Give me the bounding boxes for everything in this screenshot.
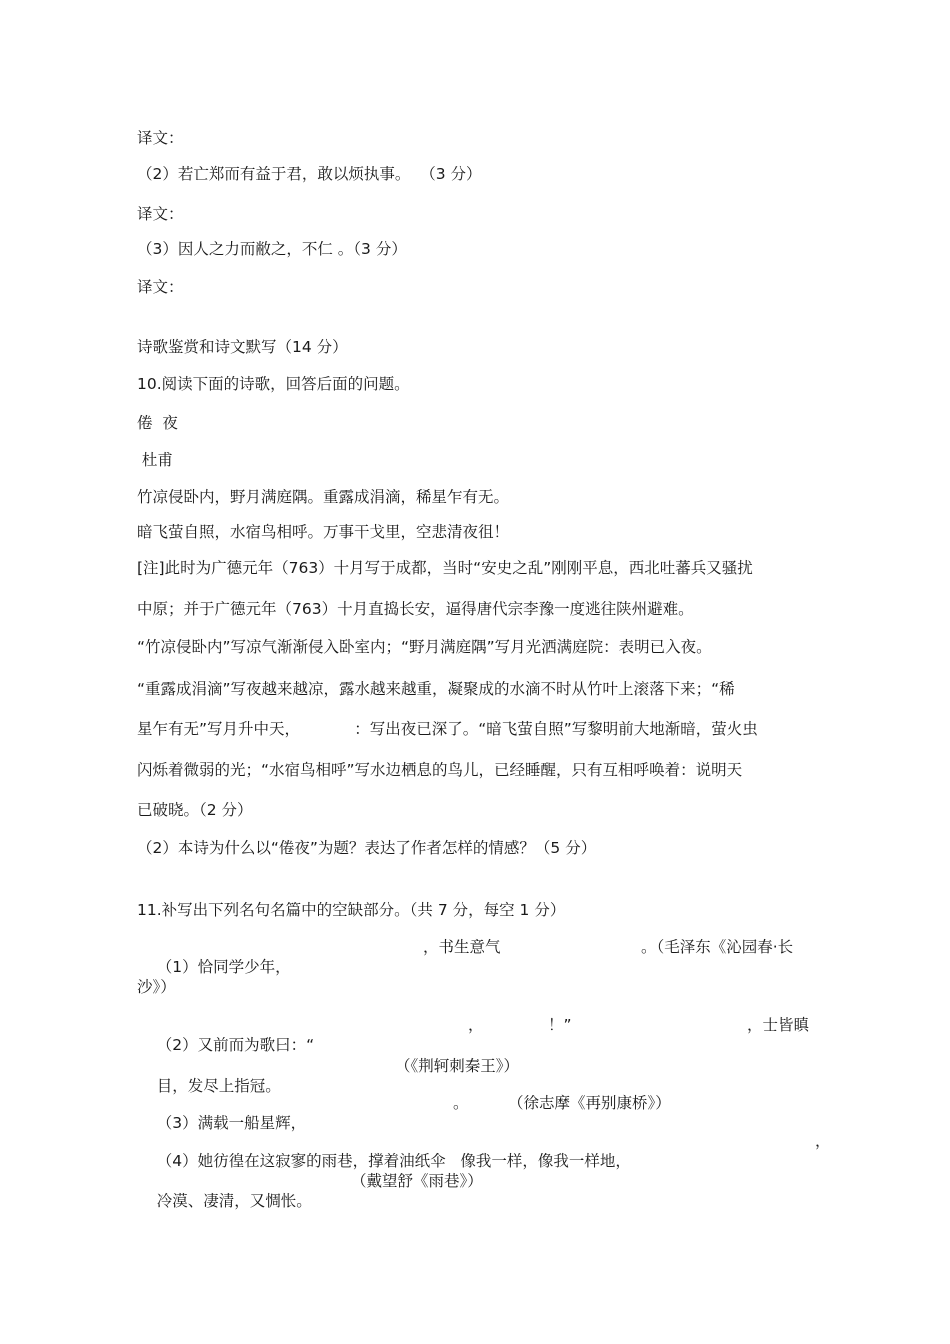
question-line: 10.阅读下面的诗歌，回答后面的问题。 xyxy=(137,375,410,393)
analysis-line: 闪烁着微弱的光；“水宿鸟相呼”写水边栖息的鸟儿，已经睡醒，只有互相呼唤着：说明天 xyxy=(137,761,743,779)
poem-line: 竹凉侵卧内，野月满庭隅。重露成涓滴，稀星乍有无。 xyxy=(137,488,510,506)
poem-line: 暗飞萤自照，水宿鸟相呼。万事干戈里，空悲清夜徂！ xyxy=(137,523,510,541)
fill-blank-line xyxy=(137,1171,483,1251)
blank-text: （4）她彷徨在这寂寥的雨巷，撑着油纸伞 像我一样，像我一样地， xyxy=(156,1152,631,1170)
blank-text: ， xyxy=(468,1016,484,1034)
analysis-line: “重露成涓滴”写夜越来越凉，露水越来越重，凝聚成的水滴不时从竹叶上滚落下来；“稀 xyxy=(137,680,735,698)
blank-text: （3）满载一船星辉， xyxy=(156,1114,307,1132)
translation-label: 译文： xyxy=(137,205,184,223)
translation-label: 译文： xyxy=(137,129,184,147)
blank-text: ，士皆瞋 xyxy=(747,1016,810,1034)
blank-text: ！” xyxy=(548,1016,572,1034)
blank-text: （2）又前而为歌曰：“ xyxy=(156,1036,315,1054)
source-citation: （《荆轲刺秦王》） xyxy=(395,1057,520,1075)
fill-blank-line: 沙》） xyxy=(137,978,176,996)
blank-text: 目，发尽上指冠。 xyxy=(156,1077,281,1095)
blank-text: 。 xyxy=(453,1094,469,1112)
source-citation: （戴望舒《雨巷》） xyxy=(351,1172,483,1190)
analysis-line: 已破晓。（2 分） xyxy=(137,801,253,819)
poem-author: 杜甫 xyxy=(137,451,173,469)
question-line: 11.补写出下列名句名篇中的空缺部分。（共 7 分，每空 1 分） xyxy=(137,901,566,919)
question-line: （2）本诗为什么以“倦夜”为题？表达了作者怎样的情感？（5 分） xyxy=(137,839,597,857)
question-line: （3）因人之力而敝之，不仁 。（3 分） xyxy=(137,240,407,258)
section-heading: 诗歌鉴赏和诗文默写（14 分） xyxy=(137,338,348,356)
blank-text: ， xyxy=(815,1132,831,1150)
translation-label: 译文： xyxy=(137,278,184,296)
poem-title: 倦 夜 xyxy=(137,414,178,432)
note-line: 中原；并于广德元年（763）十月直捣长安，逼得唐代宗李豫一度逃往陕州避难。 xyxy=(137,600,694,618)
analysis-line: 星乍有无”写月升中天， ：写出夜已深了。“暗飞萤自照”写黎明前大地渐暗，萤火虫 xyxy=(137,720,758,738)
blank-text: （1）恰同学少年， xyxy=(156,958,291,976)
source-citation: （徐志摩《再别康桥》） xyxy=(508,1094,671,1112)
question-line: （2）若亡郑而有益于君，敢以烦执事。 （3 分） xyxy=(137,165,482,183)
note-line: [注]此时为广德元年（763）十月写于成都，当时“安史之乱”刚刚平息，西北吐蕃兵又骚扰 xyxy=(137,559,753,577)
blank-text: 冷漠、凄清，又惆怅。 xyxy=(156,1192,312,1210)
blank-text: 。（毛泽东《沁园春·长 xyxy=(641,938,794,956)
analysis-line: “竹凉侵卧内”写凉气渐渐侵入卧室内；“野月满庭隅”写月光洒满庭院：表明已入夜。 xyxy=(137,638,712,656)
blank-text: ，书生意气 xyxy=(423,938,501,956)
